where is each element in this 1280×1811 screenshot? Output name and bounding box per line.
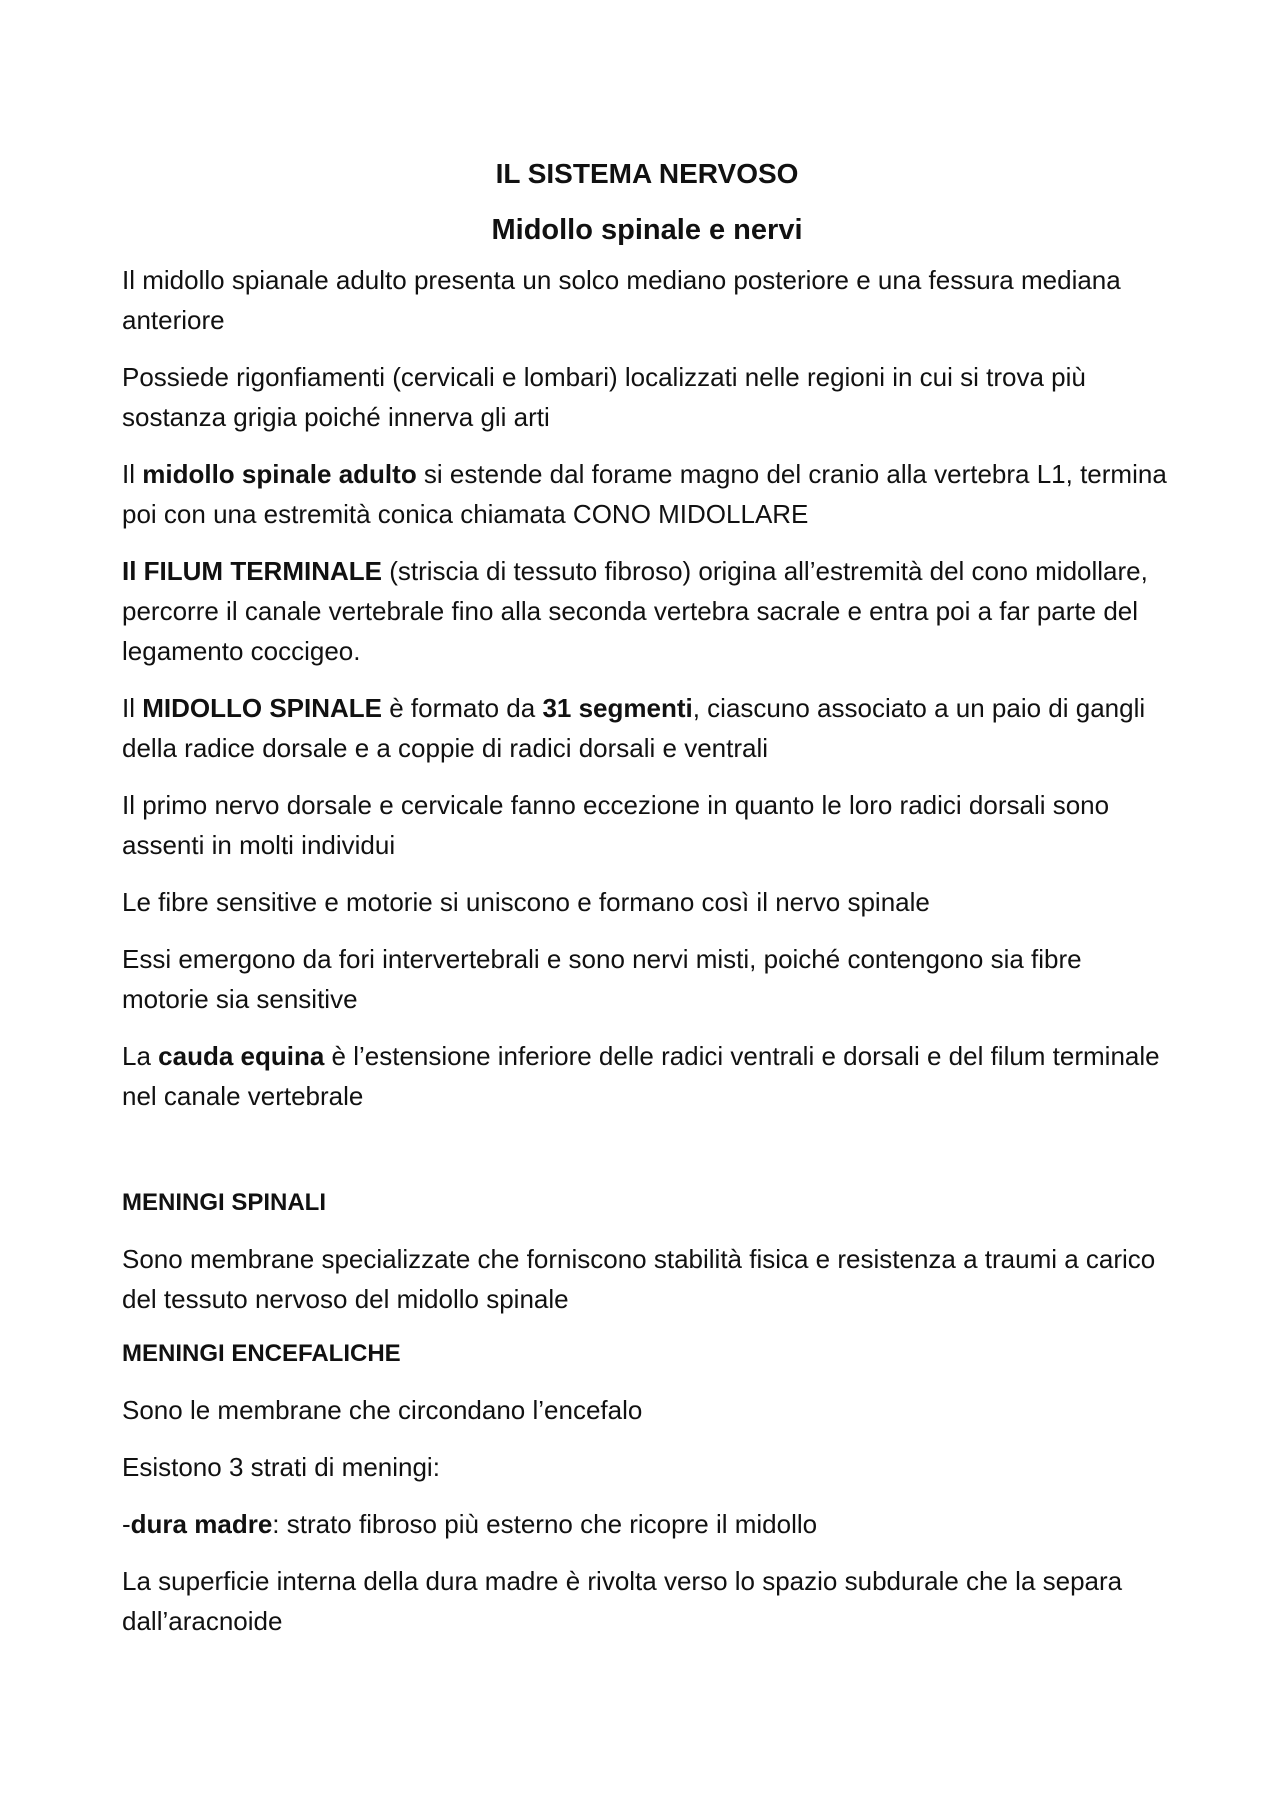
bold-term: 31 segmenti — [542, 693, 693, 723]
document-subtitle: Midollo spinale e nervi — [491, 214, 803, 246]
paragraph-14: La superficie interna della dura madre è rivolta verso lo spazio subdurale che la separa dall’aracnoide — [122, 1566, 1123, 1636]
document-page — [122, 156, 1172, 1658]
document-title: IL SISTEMA NERVOSO — [495, 158, 799, 189]
bold-term: MIDOLLO SPINALE — [142, 693, 383, 723]
paragraph-3 — [122, 454, 1172, 534]
paragraph-1: Il midollo spianale adulto presenta un solco mediano posteriore e una fessura mediana anteriore — [122, 265, 1121, 335]
paragraph-9 — [122, 1036, 1172, 1116]
paragraph-11: Sono le membrane che circondano l’encefalo — [122, 1395, 643, 1425]
paragraph-4 — [122, 551, 1172, 671]
paragraph-2: Possiede rigonfiamenti (cervicali e lombari) localizzati nelle regioni in cui si trova più sostanza grigia poiché innerva gli arti — [122, 362, 1086, 432]
text-run: Il — [122, 693, 143, 723]
paragraph-6: Il primo nervo dorsale e cervicale fanno eccezione in quanto le loro radici dorsali sono assenti in molti individui — [122, 790, 1110, 860]
text-run: - — [122, 1509, 131, 1539]
text-run: La — [122, 1041, 159, 1071]
text-run: , ciascuno associato a un paio di gangli della radice dorsale e a coppie di radici dorsali e ventrali — [122, 693, 1146, 763]
paragraph-7: Le fibre sensitive e motorie si uniscono e formano così il nervo spinale — [122, 887, 930, 917]
blank-line — [122, 1133, 1172, 1185]
section-heading-meningi-encefaliche: MENINGI ENCEFALICHE — [122, 1340, 401, 1367]
paragraph-10: Sono membrane specializzate che forniscono stabilità fisica e resistenza a traumi a carico del tessuto nervoso del midollo spinale — [122, 1244, 1156, 1314]
text-run: Il — [122, 459, 143, 489]
bold-term: Il FILUM TERMINALE — [122, 556, 382, 586]
paragraph-8: Essi emergono da fori intervertebrali e sono nervi misti, poiché contengono sia fibre motorie sia sensitive — [122, 944, 1082, 1014]
text-run: si estende dal forame magno del cranio alla vertebra L1, termina poi con una estremità conica chiamata CONO MIDOLLARE — [122, 459, 1167, 529]
text-run: è formato da — [382, 693, 543, 723]
paragraph-12: Esistono 3 strati di meningi: — [122, 1452, 440, 1482]
paragraph-5 — [122, 688, 1172, 768]
bold-term: dura madre — [130, 1509, 273, 1539]
paragraph-13 — [122, 1504, 1172, 1544]
text-run: : strato fibroso più esterno che ricopre il midollo — [272, 1509, 818, 1539]
bold-term: cauda equina — [158, 1041, 325, 1071]
text-run: è l’estensione inferiore delle radici ventrali e dorsali e del filum terminale nel canale vertebrale — [122, 1041, 1160, 1111]
text-run: (striscia di tessuto fibroso) origina all’estremità del cono midollare, percorre il canale vertebrale fino alla seconda vertebra sacrale e entra poi a far parte del legamento coccigeo. — [122, 556, 1148, 666]
bold-term: midollo spinale adulto — [142, 459, 417, 489]
section-heading-meningi-spinali: MENINGI SPINALI — [122, 1189, 327, 1216]
